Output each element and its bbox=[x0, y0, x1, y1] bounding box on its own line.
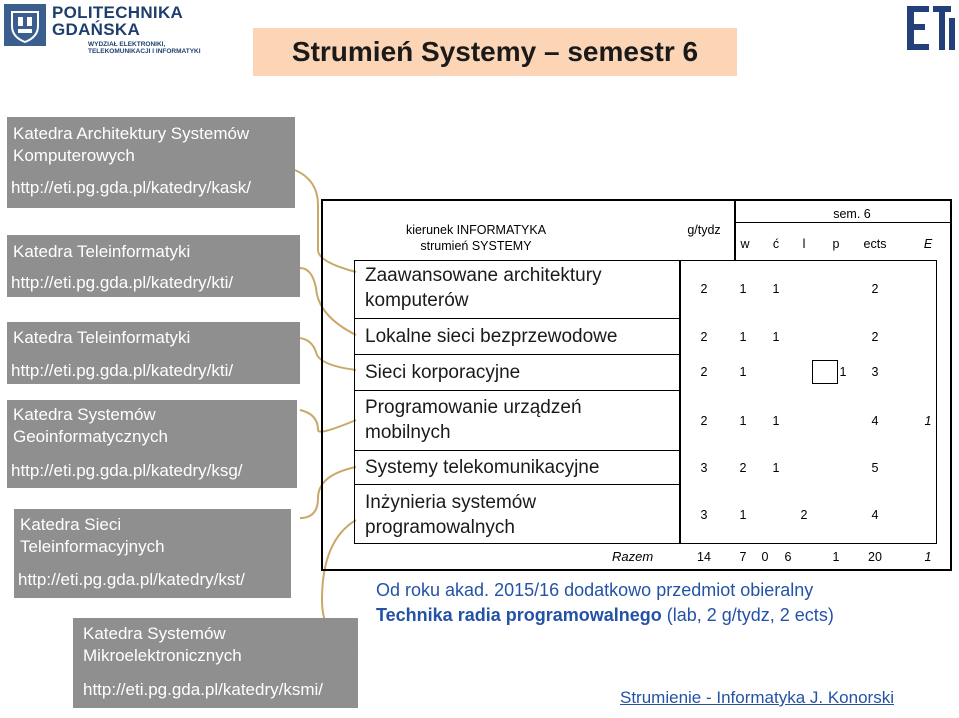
total-p: 1 bbox=[832, 550, 840, 564]
cell-ects: 2 bbox=[871, 282, 879, 296]
gtydz-label: g/tydz bbox=[687, 223, 721, 237]
cell-l: 2 bbox=[800, 508, 808, 522]
sem-label: sem. 6 bbox=[833, 207, 871, 221]
cell-w: 2 bbox=[700, 330, 708, 344]
cell-p: 1 bbox=[839, 365, 847, 379]
dept-url[interactable]: http://eti.pg.gda.pl/katedry/kti/ bbox=[11, 273, 234, 292]
total-l: 6 bbox=[784, 550, 792, 564]
header-divider bbox=[734, 222, 950, 223]
dept-box-kti-1 bbox=[7, 235, 300, 297]
cell-ects: 4 bbox=[871, 508, 879, 522]
total-w: 7 bbox=[739, 550, 747, 564]
elective-note: Od roku akad. 2015/16 dodatkowo przedmiot obieralny bbox=[376, 580, 814, 600]
col-header-e: E bbox=[923, 237, 933, 251]
course-name: Lokalne sieci bezprzewodowe bbox=[365, 326, 618, 347]
logo-org-line2: GDAŃSKA bbox=[52, 20, 141, 39]
total-ects: 20 bbox=[868, 550, 882, 564]
cell-c: 1 bbox=[739, 365, 747, 379]
total-gtydz: 14 bbox=[697, 550, 711, 564]
table-header-kierunek bbox=[356, 222, 596, 254]
row-divider bbox=[354, 318, 680, 319]
col-divider bbox=[936, 260, 937, 544]
row-divider bbox=[354, 450, 680, 451]
cell-l: 1 bbox=[772, 330, 780, 344]
cell-l: 1 bbox=[772, 282, 780, 296]
dept-url[interactable]: http://eti.pg.gda.pl/katedry/kst/ bbox=[18, 570, 245, 589]
elective-course-details: (lab, 2 g/tydz, 2 ects) bbox=[661, 605, 834, 625]
cell-ects: 2 bbox=[871, 330, 879, 344]
cell-ects: 3 bbox=[871, 365, 879, 379]
slide-title: Strumień Systemy – semestr 6 bbox=[291, 36, 699, 67]
cell-c: 1 bbox=[739, 330, 747, 344]
total-e: 1 bbox=[924, 550, 932, 564]
logo-org-line1: POLITECHNIKA bbox=[52, 3, 184, 22]
col-header-l: l bbox=[802, 237, 806, 251]
cell-w: 3 bbox=[700, 461, 708, 475]
cell-w: 2 bbox=[700, 282, 708, 296]
col-header-p: p bbox=[832, 237, 840, 251]
course-name: Inżynieria systemów programowalnych bbox=[365, 492, 537, 538]
dept-name: Katedra Teleinformatyki bbox=[13, 328, 191, 347]
strumien-label: strumień SYSTEMY bbox=[420, 239, 532, 253]
cell-c: 1 bbox=[739, 508, 747, 522]
cell-c: 1 bbox=[739, 414, 747, 428]
col-header-ects: ects bbox=[863, 237, 887, 251]
course-name: Sieci korporacyjne bbox=[365, 362, 521, 383]
course-name: Programowanie urządzeń mobilnych bbox=[365, 397, 582, 443]
dept-name: Katedra Systemów Mikroelektronicznych bbox=[83, 624, 242, 665]
cell-w: 3 bbox=[700, 508, 708, 522]
header-divider bbox=[734, 199, 736, 261]
cell-l: 1 bbox=[772, 414, 780, 428]
course-name: Zaawansowane architektury komputerów bbox=[365, 265, 602, 311]
cell-w: 2 bbox=[700, 365, 708, 379]
dept-name: Katedra Architektury Systemów Komputerowych bbox=[13, 124, 250, 165]
dept-name: Katedra Teleinformatyki bbox=[13, 242, 191, 261]
total-c: 0 bbox=[761, 550, 769, 564]
dept-box-ksmi bbox=[73, 618, 358, 708]
dept-name: Katedra Sieci Teleinformacyjnych bbox=[20, 515, 165, 556]
dept-box-kask bbox=[7, 117, 295, 208]
col-divider bbox=[680, 260, 681, 544]
cell-w: 2 bbox=[700, 414, 708, 428]
row-divider bbox=[354, 484, 680, 485]
header-divider bbox=[680, 543, 936, 544]
cell-e: 1 bbox=[924, 414, 932, 428]
cell-c: 1 bbox=[739, 282, 747, 296]
course-name: Systemy telekomunikacyjne bbox=[365, 457, 600, 478]
cell-ects: 5 bbox=[871, 461, 879, 475]
dept-box-kst bbox=[14, 509, 291, 598]
total-label: Razem bbox=[612, 549, 654, 564]
dept-url[interactable]: http://eti.pg.gda.pl/katedry/kti/ bbox=[11, 361, 234, 380]
dept-url[interactable]: http://eti.pg.gda.pl/katedry/kask/ bbox=[11, 178, 252, 197]
dept-box-kti-2 bbox=[7, 322, 300, 384]
cell-c: 2 bbox=[739, 461, 747, 475]
elective-course-name: Technika radia programowalnego bbox=[376, 605, 662, 625]
footer-link[interactable]: Strumienie - Informatyka J. Konorski bbox=[620, 688, 894, 707]
dept-name: Katedra Systemów Geoinformatycznych bbox=[13, 405, 168, 446]
row-divider bbox=[354, 354, 680, 355]
dept-url[interactable]: http://eti.pg.gda.pl/katedry/ksmi/ bbox=[83, 680, 324, 699]
col-header-w: w bbox=[740, 237, 750, 251]
logo-faculty-line2: TELEKOMUNIKACJI I INFORMATYKI bbox=[88, 48, 201, 55]
logo-faculty-line1: WYDZIAŁ ELEKTRONIKI, bbox=[88, 41, 166, 48]
header-divider bbox=[680, 260, 936, 261]
cell-ects: 4 bbox=[871, 414, 879, 428]
cell-l: 1 bbox=[772, 461, 780, 475]
elective-course-note bbox=[376, 605, 834, 626]
dept-box-ksg bbox=[7, 400, 297, 488]
row-divider bbox=[354, 390, 680, 391]
dept-url[interactable]: http://eti.pg.gda.pl/katedry/ksg/ bbox=[11, 461, 243, 480]
kierunek-label: kierunek INFORMATYKA bbox=[405, 223, 547, 237]
col-header-c: ć bbox=[772, 237, 780, 251]
